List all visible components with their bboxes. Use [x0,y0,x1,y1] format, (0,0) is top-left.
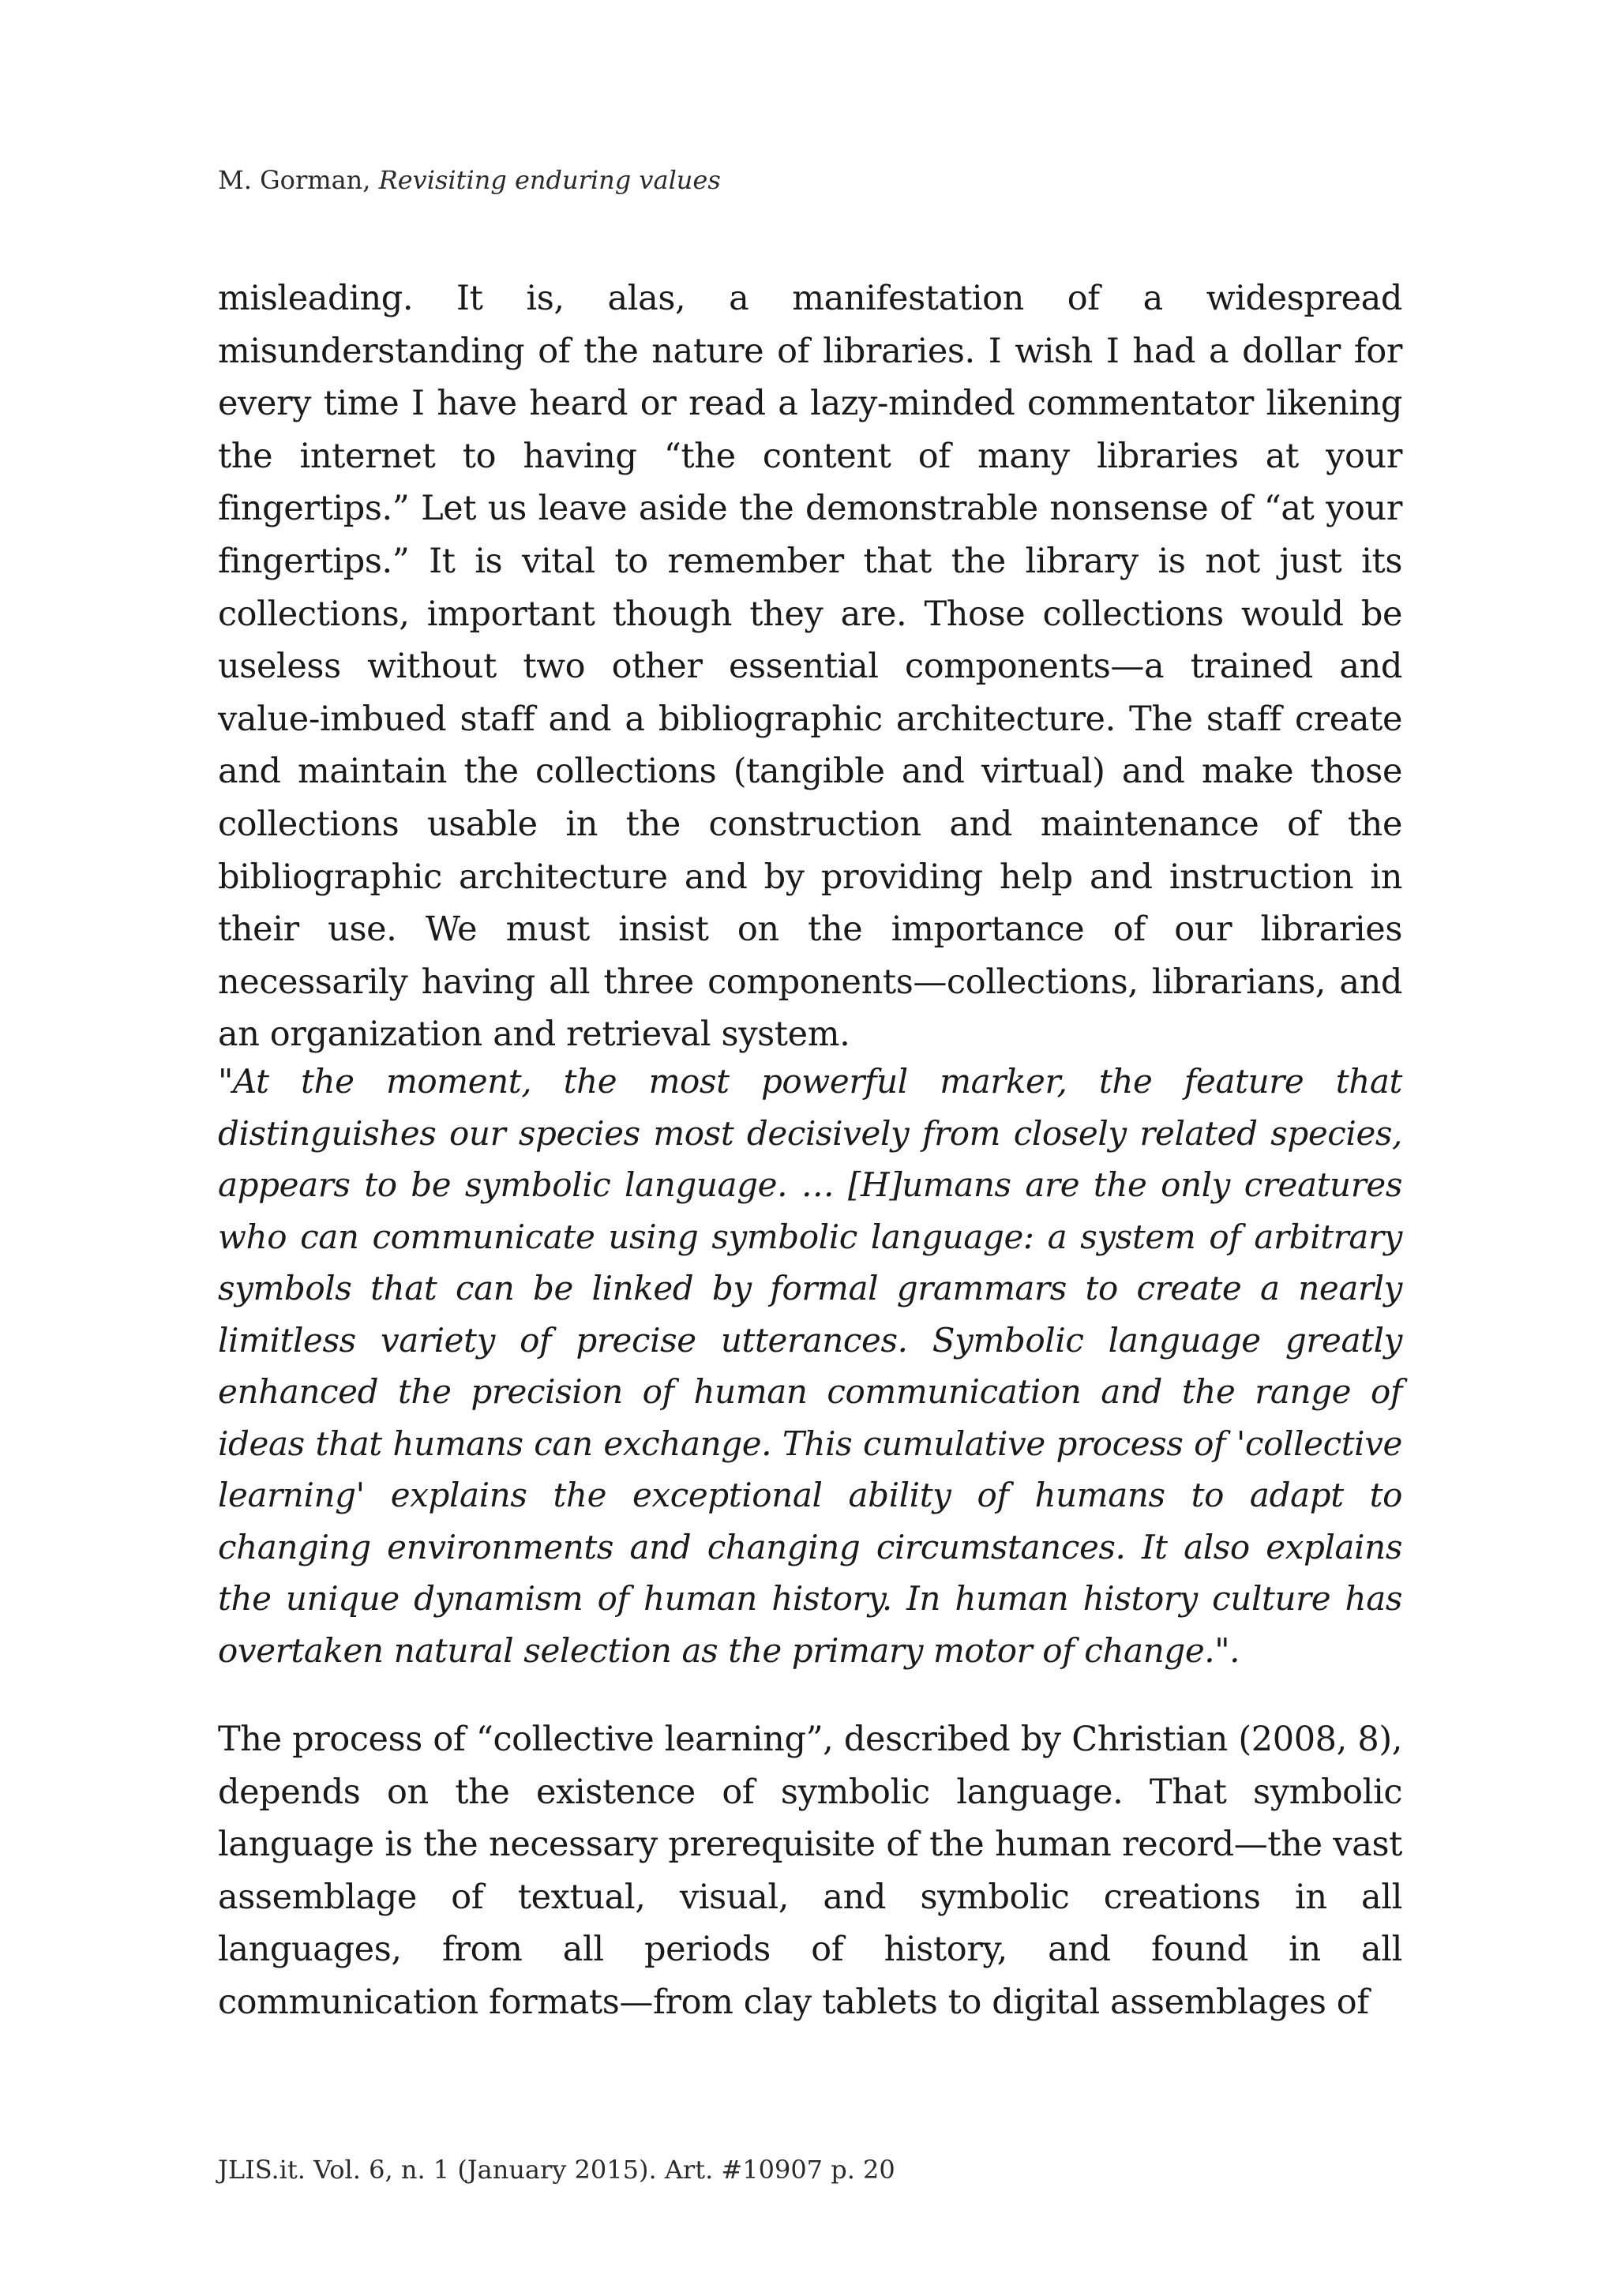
header-author: M. Gorman, [218,165,371,195]
running-header [218,163,721,197]
body-paragraph-2: The process of “collective learning”, described by Christian (2008, 8), depends on the existence of symbolic language. That symbolic language is the necessary prerequisite of the human record—the vast assemblage of textual, visual, and symbolic creations in all languages, from all periods of history, and found in all communication formats—from clay tablets to digital assemblages of [218,1720,1402,2022]
page-footer-citation: JLIS.it. Vol. 6, n. 1 (January 2015). Art. #10907 p. 20 [218,2155,895,2185]
block-quote: "At the moment, the most powerful marker, the feature that distinguishes our species most decisively from closely related species, appears to be symbolic language. … [H]umans are the only creatures who can communicate using symbolic language: a system of arbitrary symbols that can be linked by formal grammars to create a nearly limitless variety of precise utterances. Symbolic language greatly enhanced the precision of human communication and the range of ideas that humans can exchange. This cumulative process of 'collective learning' explains the exceptional ability of humans to adapt to changing environments and changing circumstances. It also explains the unique dynamism of human history. In human history culture has overtaken natural selection as the primary motor of change.". [218,1062,1402,1670]
header-article-title: Revisiting enduring values [378,165,721,195]
body-paragraph-1: misleading. It is, alas, a manifestation of a widespread misunderstanding of the nature of libraries. I wish I had a dollar for every time I have heard or read a lazy-minded commentator likening the internet to having “the content of many libraries at your fingertips.” Let us leave aside the demonstrable nonsense of “at your fingertips.” It is vital to remember that the library is not just its collections, important though they are. Those collections would be useless without two other essential components—a trained and value-imbued staff and a bibliographic architecture. The staff create and maintain the collections (tangible and virtual) and make those collections usable in the construction and maintenance of the bibliographic architecture and by providing help and instruction in their use. We must insist on the importance of our libraries necessarily having all three components—collections, librarians, and an organization and retrieval system. [218,279,1402,1055]
